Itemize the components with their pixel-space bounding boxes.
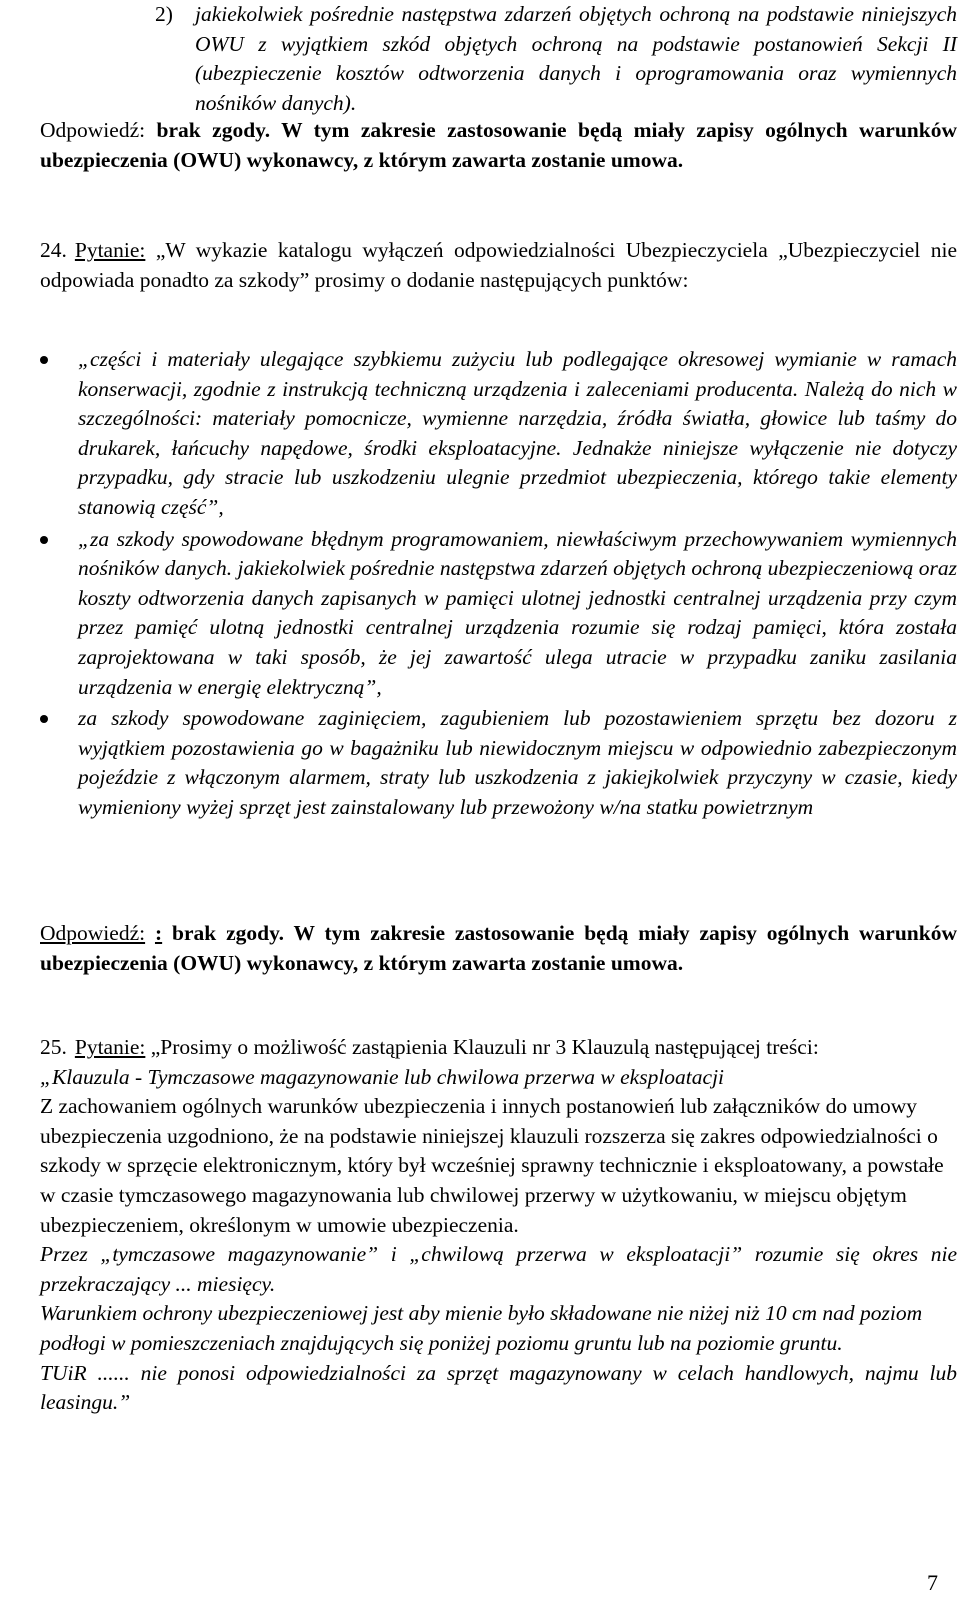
bullet-icon bbox=[40, 356, 48, 364]
clause-paragraph: Przez „tymczasowe magazynowanie” i „chwilową przerwa w eksploatacji” rozumie się okres nie przekraczający ... miesięcy. bbox=[40, 1242, 957, 1296]
clause-title: „Klauzula - Tymczasowe magazynowanie lub chwilowa przerwa w eksploatacji bbox=[40, 1064, 725, 1089]
list-item bbox=[40, 345, 957, 523]
bullet-icon bbox=[40, 536, 48, 544]
answer-paragraph bbox=[40, 116, 957, 175]
answer-text: brak zgody. W tym zakresie zastosowanie będą miały zapisy ogólnych warunków ubezpieczenia (OWU) wykonawcy, z którym zawarta zostanie umowa. bbox=[40, 118, 957, 172]
question-25 bbox=[40, 1033, 957, 1418]
question-intro: „Prosimy o możliwość zastąpienia Klauzuli nr 3 Klauzulą następującej treści: bbox=[150, 1035, 819, 1059]
list-item-number: 2) bbox=[155, 2, 173, 26]
question-label: Pytanie: bbox=[74, 1035, 146, 1059]
clause-paragraph: TUiR ...... nie ponosi odpowiedzialności za sprzęt magazynowany w celach handlowych, najmu lub leasingu.” bbox=[40, 1360, 957, 1415]
exclusion-list bbox=[40, 345, 957, 823]
answer-paragraph bbox=[40, 919, 957, 978]
answer-text: brak zgody. W tym zakresie zastosowanie będą miały zapisy ogólnych warunków ubezpieczenia (OWU) wykonawcy, z którym zawarta zostanie umowa. bbox=[40, 921, 957, 975]
list-item bbox=[40, 704, 957, 822]
list-item-text: za szkody spowodowane zaginięciem, zagubieniem lub pozostawieniem sprzętu bez dozoru z wyjątkiem pozostawienia go w bagażniku lub niewidocznym miejscu w odpowiednio zabezpieczonym pojeździe z włączonym alarmem, straty lub uszkodzenia z jakiejkolwiek przyczyny w czasie, kiedy wymieniony wyżej sprzęt jest zainstalowany lub przewożony w/na statku powietrznym bbox=[78, 706, 957, 819]
list-item-text: „części i materiały ulegające szybkiemu zużyciu lub podlegające okresowej wymianie w ramach konserwacji, zgodnie z instrukcją techniczną urządzenia i zaleceniami producenta. Należą do nich w szczególności: materiały pomocnicze, wymienne narzędzia, źródła światła, głowice lub taśmy do drukarek, łańcuchy napędowe, środki eksploatacyjne. Jednakże niniejsze wyłączenie nie dotyczy przypadku, gdy stracie lub uszkodzeniu ulegnie przedmiot ubezpieczenia, którego takie elementy stanowią część”, bbox=[78, 347, 957, 519]
page-number: 7 bbox=[927, 1570, 938, 1595]
question-text: „W wykazie katalogu wyłączeń odpowiedzialności Ubezpieczyciela „Ubezpieczyciel nie odpowiada ponadto za szkody” prosimy o dodanie następujących punktów: bbox=[40, 238, 957, 292]
bullet-icon bbox=[40, 715, 48, 723]
clause-paragraph: Warunkiem ochrony ubezpieczeniowej jest aby mienie było składowane nie niżej niż 10 cm nad poziom podłogi w pomieszczeniach znajdujących się poniżej poziomu gruntu lub na poziomie gruntu. bbox=[40, 1301, 923, 1355]
question-24 bbox=[40, 236, 957, 295]
question-heading bbox=[40, 1033, 957, 1063]
list-item-text: „za szkody spowodowane błędnym programowaniem, niewłaściwym przechowywaniem wymiennych nośników danych. jakiekolwiek pośrednie następstwa zdarzeń objętych ochroną ubezpieczeniową oraz koszty odtworzenia danych zapisanych w pamięci ulotnej jednostki centralnej urządzenia przy czym przez pamięć ulotną jednostki centralnej urządzenia rozumie się rodzaj pamięci, która została zaprojektowana w taki sposób, że jej zawartość ulega utracie w przypadku zaniku zasilania urządzenia w energię elektryczną”, bbox=[78, 526, 957, 699]
question-label: Pytanie: bbox=[74, 238, 146, 262]
question-number: 25. bbox=[40, 1035, 67, 1059]
list-item-text: jakiekolwiek pośrednie następstwa zdarzeń objętych ochroną na podstawie niniejszych OWU z wyjątkiem szkód objętych ochroną na podstawie postanowień Sekcji II (ubezpieczenie kosztów odtworzenia danych i oprogramowania oraz wymiennych nośników danych). bbox=[195, 2, 957, 115]
answer-colon: : bbox=[154, 921, 163, 945]
clause-body: Z zachowaniem ogólnych warunków ubezpieczenia i innych postanowień lub załączników do umowy ubezpieczenia uzgodniono, że na podstawie niniejszej klauzuli rozszerza się zakres odpowiedzialności o szkody w sprzęcie elektronicznym, który był wcześniej sprawny technicznie i eksploatowany, a powstałe w czasie tymczasowego magazynowania lub chwilowej przerwy w użytkowaniu, w miejscu objętym ubezpieczeniem, określonym w umowie ubezpieczenia. bbox=[40, 1094, 944, 1237]
answer-label: Odpowiedź: bbox=[40, 921, 146, 945]
question-number: 24. bbox=[40, 238, 67, 262]
list-item bbox=[40, 525, 957, 703]
answer-label: Odpowiedź: bbox=[40, 118, 146, 142]
list-item-2 bbox=[155, 0, 957, 118]
